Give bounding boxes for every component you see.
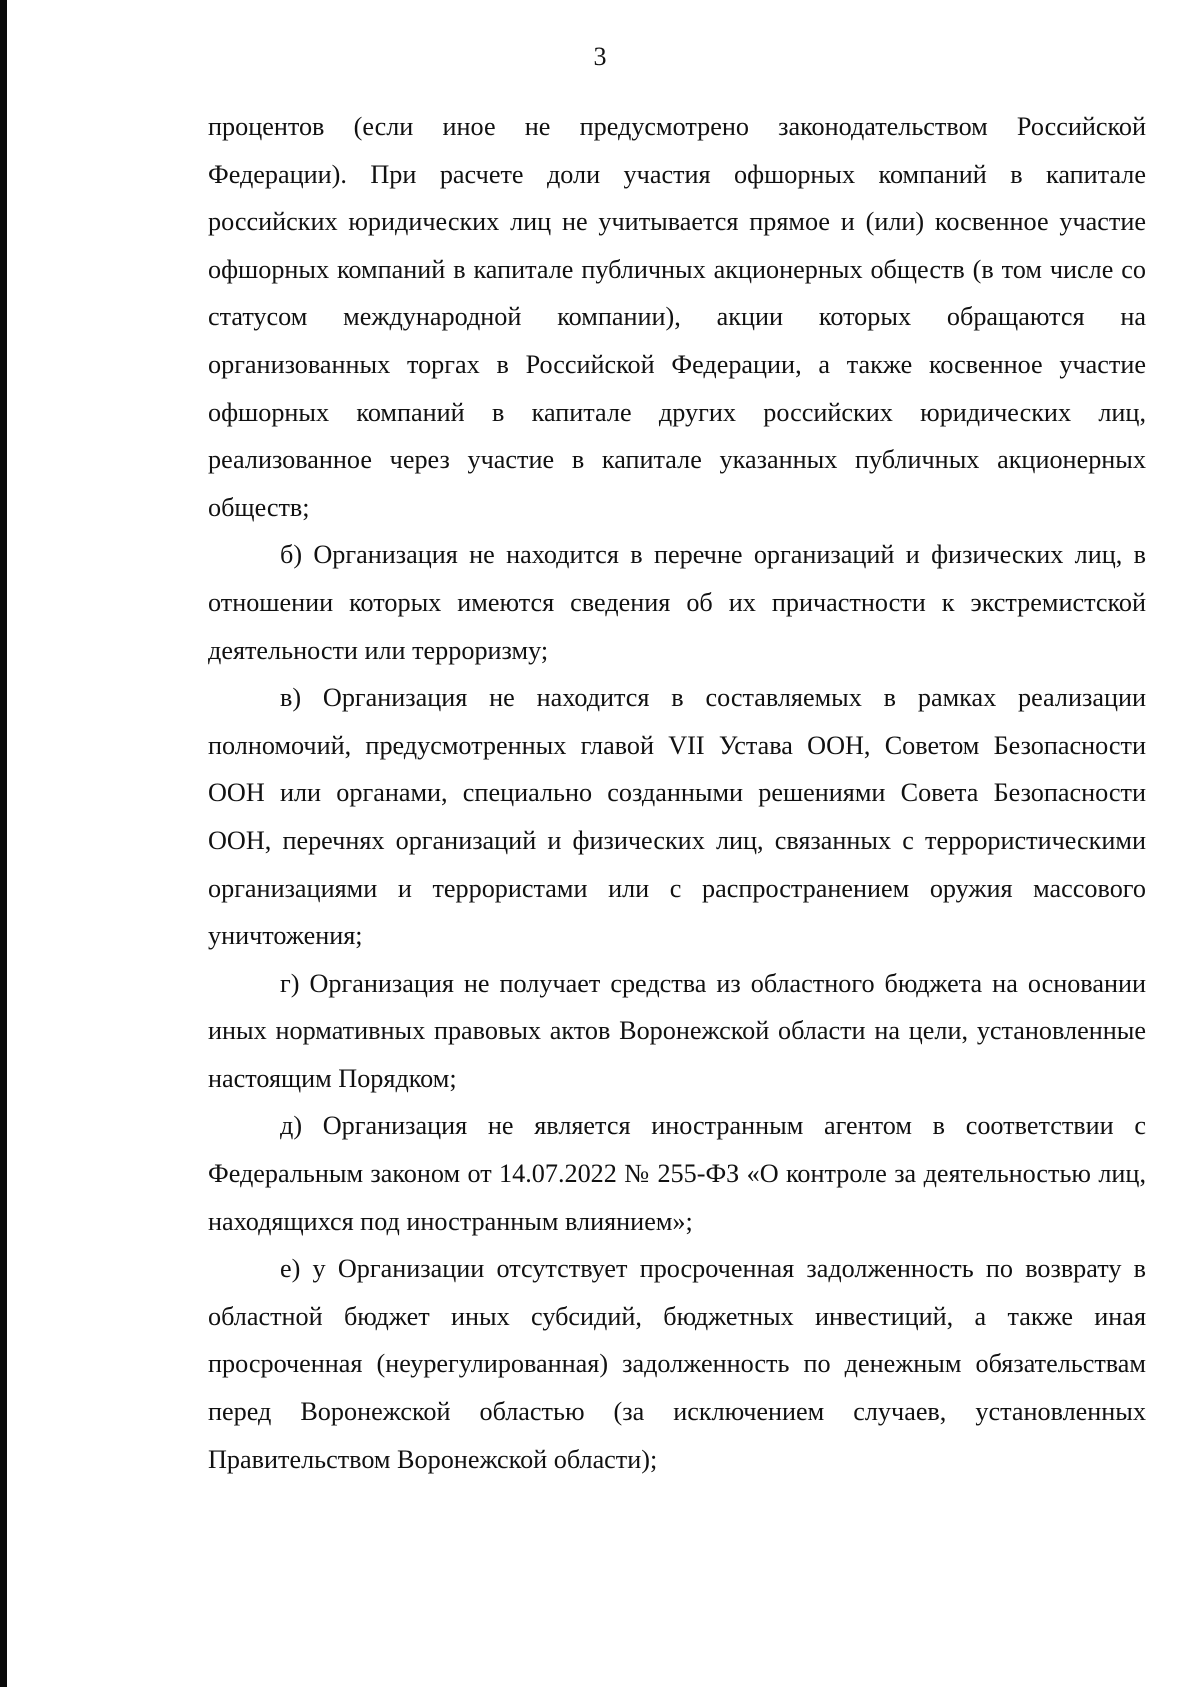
paragraph-item-v: в) Организация не находится в составляемых в рамках реализации полномочий, предусмотренных главой VII Устава ООН, Советом Безопасности ООН или органами, специально созданными решениями Совета Безопасности ООН, перечнях организаций и физических лиц, связанных с террористическими организациями и террористами или с распространением оружия массового уничтожения;: [208, 683, 1146, 951]
paragraph-item-e: е) у Организации отсутствует просроченная задолженность по возврату в областной бюджет иных субсидий, бюджетных инвестиций, а также иная просроченная (неурегулированная) задолженность по денежным обязательствам перед Воронежской областью (за исключением случаев, установленных Правительством Воронежской области);: [208, 1254, 1146, 1474]
paragraph-item-d: д) Организация не является иностранным агентом в соответствии с Федеральным законом от 14.07.2022 № 255-ФЗ «О контроле за деятельностью лиц, находящихся под иностранным влиянием»;: [208, 1111, 1146, 1236]
paragraph-item-g: г) Организация не получает средства из областного бюджета на основании иных нормативных правовых актов Воронежской области на цели, установленные настоящим Порядком;: [208, 968, 1146, 1093]
paragraph-item-b: б) Организация не находится в перечне организаций и физических лиц, в отношении которых имеются сведения об их причастности к экстремистской деятельности или терроризму;: [208, 540, 1146, 665]
document-body: [208, 103, 1146, 1483]
paragraph-continuation: процентов (если иное не предусмотрено законодательством Российской Федерации). При расчете доли участия офшорных компаний в капитале российских юридических лиц не учитывается прямое и (или) косвенное участие офшорных компаний в капитале публичных акционерных обществ (в том числе со статусом международной компании), акции которых обращаются на организованных торгах в Российской Федерации, а также косвенное участие офшорных компаний в капитале других российских юридических лиц, реализованное через участие в капитале указанных публичных акционерных обществ;: [208, 112, 1146, 522]
scan-edge: [0, 0, 7, 1687]
page-number: 3: [593, 42, 607, 71]
